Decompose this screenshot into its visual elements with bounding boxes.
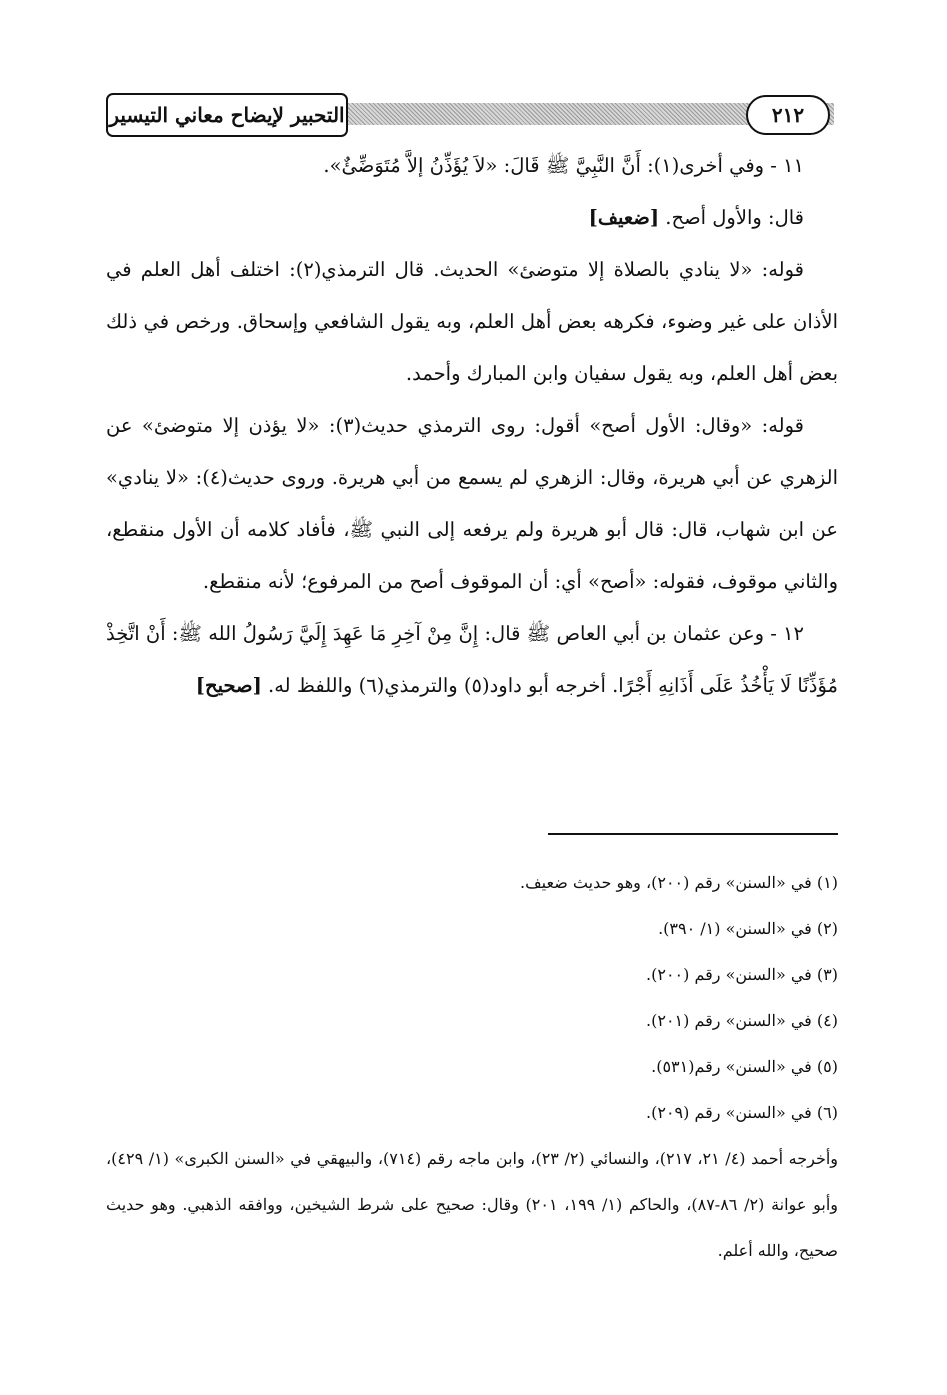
commentary-paragraph-1: قوله: «لا ينادي بالصلاة إلا متوضئ» الحديث. قال الترمذي(٢): اختلف أهل العلم في الأذان على غير وضوء، فكرهه بعض أهل العلم، وبه يقول الشافعي وإسحاق. ورخص في ذلك بعض أهل العلم، وبه يقول سفيان وابن المبارك وأحمد. (106, 258, 838, 385)
footnote-5: (٥) في «السنن» رقم(٥٣١). (651, 1057, 838, 1076)
commentary-paragraph-2: قوله: «وقال: الأول أصح» أقول: روى الترمذي حديث(٣): «لا يؤذن إلا متوضئ» عن الزهري عن أبي هريرة، وقال: الزهري لم يسمع من أبي هريرة. وروى حديث(٤): «لا ينادي» عن ابن شهاب، قال: قال أبو هريرة ولم يرفعه إلى النبي ﷺ، فأفاد كلامه أن الأول منقطع، والثاني موقوف، فقوله: «أصح» أي: أن الموقوف أصح من المرفوع؛ لأنه منقطع. (106, 414, 838, 593)
footnotes (106, 860, 838, 1274)
book-title: التحبير لإيضاح معاني التيسير (106, 93, 348, 137)
footnote-3: (٣) في «السنن» رقم (٢٠٠). (646, 965, 838, 984)
footnote-1: (١) في «السنن» رقم (٢٠٠)، وهو حديث ضعيف. (520, 873, 838, 892)
hadith-11: ١١ - وفي أخرى(١): أَنَّ النَّبِيَّ ﷺ قَالَ: «لاَ يُؤَذِّنُ إلاَّ مُتَوَضِّئٌ». (323, 154, 804, 177)
page-number: ٢١٢ (746, 95, 830, 135)
page-header (106, 93, 834, 137)
footnote-separator (548, 833, 838, 835)
grade-line-text: قال: والأول أصح. (665, 206, 804, 229)
grade-line (106, 192, 838, 244)
hadith-12 (106, 608, 838, 712)
hadith-12-text: ١٢ - وعن عثمان بن أبي العاص ﷺ قال: إِنَّ مِنْ آخِرِ مَا عَهِدَ إِلَيَّ رَسُولُ الله ﷺ: أَنْ اتَّخِذْ مُؤَذِّنًا لَا يَأْخُذُ عَلَى أَذَانِهِ أَجْرًا. أخرجه أبو داود(٥) والترمذي(٦) واللفظ له. (106, 622, 838, 697)
footnote-6-continuation: وأخرجه أحمد (٤/ ٢١، ٢١٧)، والنسائي (٢/ ٢٣)، وابن ماجه رقم (٧١٤)، والبيهقي في «السنن الكبرى» (١/ ٤٢٩)، وأبو عوانة (٢/ ٨٦-٨٧)، والحاكم (١/ ١٩٩، ٢٠١) وقال: صحيح على شرط الشيخين، ووافقه الذهبي. وهو حديث صحيح، والله أعلم. (106, 1149, 839, 1260)
main-text (106, 140, 838, 712)
footnote-4: (٤) في «السنن» رقم (٢٠١). (646, 1011, 838, 1030)
footnote-2: (٢) في «السنن» (١/ ٣٩٠). (658, 919, 838, 938)
footnote-6: (٦) في «السنن» رقم (٢٠٩). (646, 1103, 838, 1122)
grade-authentic: [صحيح] (195, 674, 262, 697)
grade-weak: [ضعيف] (588, 206, 660, 229)
